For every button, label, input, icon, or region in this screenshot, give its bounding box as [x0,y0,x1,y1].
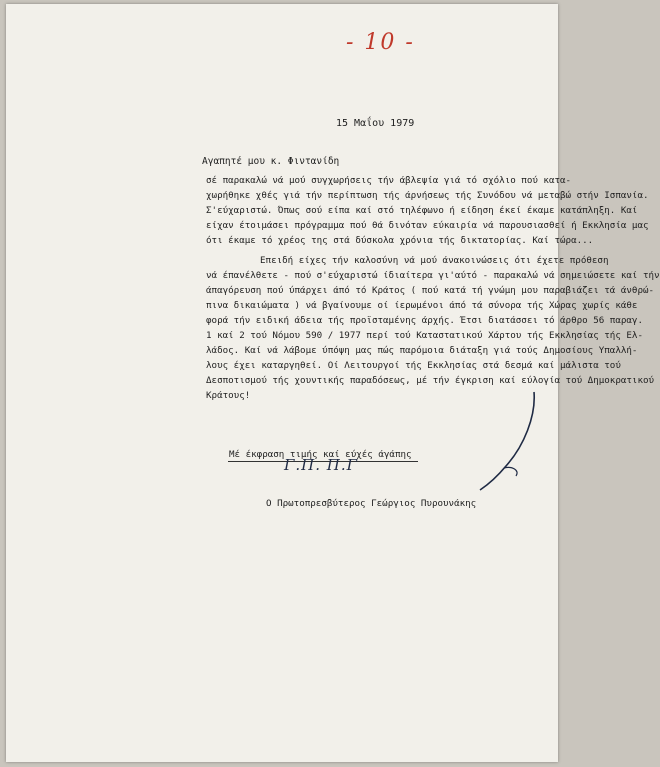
body-line: 1 καί 2 τού Νόμου 590 / 1977 περί τού Καταστατικού Χάρτου τής Εκκλησίας τής Ελ- [206,330,643,341]
body-line: άπαγόρευση πού ύπάρχει άπό τό Κράτος ( πού κατά τή γνώμη μου παραβιάζει τά άνθρώ- [206,285,655,296]
body-line: Δεσποτισμού τής χουντικής παραδόσεως, μέ τήν έγκριση καί εύλογία τού Δημοκρατικού [206,375,655,386]
sender-name: Ο Πρωτοπρεσβύτερος Γεώργιος Πυρουνάκης [266,498,477,509]
body-line: πινα δικαιώματα ) νά βγαίνουμε οί ίερωμένοι άπό τά σύνορα τής Χώρας χωρίς κάθε [206,300,638,311]
body-line: ότι έκαμε τό χρέος της στά δύσκολα χρόνια τής δικτατορίας. Καί τώρα... [206,235,594,246]
body-line: νά έπανέλθετε - πού σ'εύχαριστώ ίδιαίτερα γι'αύτό - παρακαλώ νά σημειώσετε καί τήν [206,270,660,281]
body-line: Επειδή είχες τήν καλοσύνη νά μού άνακοινώσεις ότι έχετε πρόθεση [260,255,609,266]
body-line: φορά τήν ειδική άδεια τής προϊσταμένης άρχής. Έτσι διατάσσει τό άρθρο 56 παραγ. [206,315,643,326]
letter-date: 15 Μαΐου 1979 [336,118,415,129]
body-line: χωρήθηκε χθές γιά τήν περίπτωση τής άρνήσεως τής Συνόδου νά μεταβώ στήν Ισπανία. [206,190,649,201]
body-line: σέ παρακαλώ νά μού συγχωρήσεις τήν άβλεψία γιά τό σχόλιο πού κατα- [206,175,572,186]
body-line: είχαν έτοιμάσει πρόγραμμα πού θά δινόταν εύκαιρία νά παρουσιασθεί ή Εκκλησία μας [206,220,649,231]
closing-phrase: Μέ έκφραση τιμής καί εύχές άγάπης [229,449,412,460]
body-line: λους έχει καταργηθεί. Οί Λειτουργοί τής Εκκλησίας στά δεσμά καί μάλιστα τού [206,360,621,371]
body-line: Κράτους! [206,390,251,401]
page-number: - 10 - [346,30,415,55]
body-line: λάδος. Καί νά λάβομε ύπόψη μας πώς παρόμοια διάταξη γιά τούς Δημοσίους Υπαλλή- [206,345,638,356]
body-line: Σ'εύχαριστώ. Όπως σού είπα καί στό τηλέφωνο ή είδηση έκεί έκαμε κατάπληξη. Καί [206,205,638,216]
salutation: Αγαπητέ μου κ. Φιντανίδη [202,156,340,167]
handwritten-signature: Γ.Π. Π.Γ [284,456,359,474]
signature-flourish-icon [476,386,546,496]
letter-page [6,4,660,762]
